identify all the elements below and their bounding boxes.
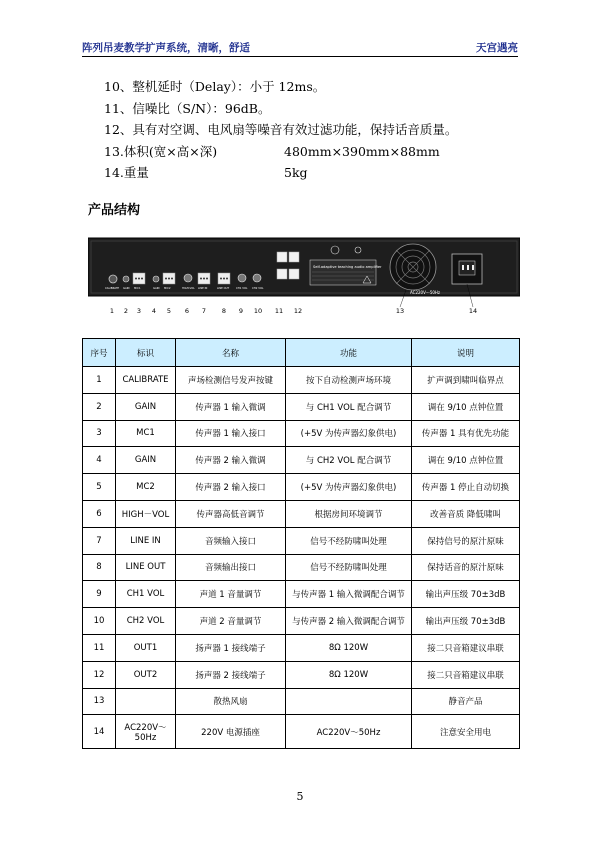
jack-label: MIC2 [164,287,171,290]
jack-label: CALIBRATE [105,287,120,290]
ch2-vol-knob [253,274,261,282]
table-row [83,527,520,554]
out1-terminal-b [289,252,299,262]
spec-list [104,76,457,184]
jack-label: HIGH-VOL [182,287,195,290]
spec-value: 480mm×390mm×88mm [284,143,440,159]
out2-terminal-a [277,269,287,279]
table-cell: 声道 1 音量调节 [176,581,286,608]
table-cell: 保持话音的原汁原味 [412,554,520,581]
table-cell [286,688,412,715]
table-cell: 声场检测信号发声按键 [176,367,286,394]
out2-terminal-b [289,269,299,279]
spec-item [104,162,457,184]
rear-panel-diagram [88,236,520,316]
table-cell: (+5V 为传声器幻象供电) [286,420,412,447]
table-cell: 传声器 1 停止自动切换 [412,474,520,501]
table-cell: LINE OUT [116,554,176,581]
spec-label: 14.重量 [104,165,149,180]
spec-item [104,141,457,163]
table-cell: 8Ω 120W [286,661,412,688]
table-cell: 声道 2 音量调节 [176,608,286,635]
table-cell: 传声器 1 具有优先功能 [412,420,520,447]
jack-label: MIC1 [134,287,141,290]
table-cell: 11 [83,634,116,661]
table-cell: 7 [83,527,116,554]
table-cell: 接二只音箱建议串联 [412,634,520,661]
callout-number: 8 [221,307,227,315]
table-cell: 8Ω 120W [286,634,412,661]
table-cell: 13 [83,688,116,715]
table-row [83,688,520,715]
table-cell: 传声器 1 输入微调 [176,393,286,420]
calibrate-button [109,275,117,283]
gain1-knob [123,276,129,282]
table-cell: 传声器 2 输入接口 [176,474,286,501]
table-cell: 与 CH2 VOL 配合调节 [286,447,412,474]
header-cell: 功能 [286,339,412,367]
table-cell: HIGH－VOL [116,500,176,527]
table-cell: 根据房间环境调节 [286,500,412,527]
table-cell: 传声器高低音调节 [176,500,286,527]
table-cell: MC2 [116,474,176,501]
table-cell: (+5V 为传声器幻象供电) [286,474,412,501]
callout-number: 13 [395,307,405,315]
callout-number: 11 [274,307,284,315]
page-number: 5 [296,790,304,803]
table-cell: 1 [83,367,116,394]
callout-number: 4 [151,307,157,315]
table-cell: AC220V～50Hz [116,715,176,749]
table-row [83,581,520,608]
table-cell: 2 [83,393,116,420]
header-cell: 说明 [412,339,520,367]
callout-number: 6 [184,307,190,315]
table-cell: CH1 VOL [116,581,176,608]
spec-value: 5kg [284,165,308,180]
table-cell: 与传声器 2 输入微调配合调节 [286,608,412,635]
parameter-table [82,338,520,749]
spec-label: 11、信噪比（S/N）：96dB。 [104,100,271,116]
table-cell: 10 [83,608,116,635]
table-cell: 调在 9/10 点钟位置 [412,393,520,420]
table-cell: 散热风扇 [176,688,286,715]
header-cell: 序号 [83,339,116,367]
table-cell: 传声器 2 输入微调 [176,447,286,474]
table-cell: OUT2 [116,661,176,688]
table-cell: 5 [83,474,116,501]
table-cell: 14 [83,715,116,749]
table-cell: 接二只音箱建议串联 [412,661,520,688]
gain2-knob [153,276,159,282]
spec-item [104,98,457,120]
table-cell: 12 [83,661,116,688]
table-cell: GAIN [116,393,176,420]
table-row [83,715,520,749]
jack-label: LINE IN [198,287,208,290]
high-vol-knob [184,274,192,282]
callout-number: 10 [253,307,263,315]
table-cell: 按下自动检测声场环境 [286,367,412,394]
table-cell: CH2 VOL [116,608,176,635]
table-cell: 8 [83,554,116,581]
table-cell: 3 [83,420,116,447]
table-row [83,447,520,474]
table-cell: 音频输入接口 [176,527,286,554]
jack-label: CH2 VOL [252,287,264,290]
table-cell [116,688,176,715]
ch1-vol-knob [238,274,246,282]
jack-label: CH1 VOL [236,287,248,290]
table-cell: 6 [83,500,116,527]
callout-number: 9 [238,307,244,315]
table-cell: LINE IN [116,527,176,554]
table-cell: 保持信号的原汁原味 [412,527,520,554]
table-cell: 4 [83,447,116,474]
header-brand: 天宫遇亮 [476,42,518,54]
label-plate [310,260,376,285]
power-label: AC220V～50Hz [410,290,441,295]
table-row [83,474,520,501]
table-cell: 改善音质 降低啸叫 [412,500,520,527]
table-cell: 220V 电源插座 [176,715,286,749]
callout-number: 2 [123,307,129,315]
table-row [83,608,520,635]
callout-number: 5 [166,307,172,315]
table-cell: 音频输出接口 [176,554,286,581]
table-cell: 静音产品 [412,688,520,715]
table-row [83,500,520,527]
table-header-row [83,339,520,367]
table-cell: 传声器 1 输入接口 [176,420,286,447]
table-row [83,554,520,581]
table-row [83,393,520,420]
table-row [83,634,520,661]
page-header [82,38,518,57]
table-cell: MC1 [116,420,176,447]
callout-number: 7 [201,307,207,315]
spec-label: 13.体积(宽×高×深) [104,143,218,159]
table-cell: GAIN [116,447,176,474]
spec-label: 12、具有对空调、电风扇等噪音有效过滤功能，保持话音质量。 [104,122,458,137]
table-cell: 与 CH1 VOL 配合调节 [286,393,412,420]
table-cell: 输出声压级 70±3dB [412,608,520,635]
table-row [83,420,520,447]
table-cell: 与传声器 1 输入微调配合调节 [286,581,412,608]
table-cell: 扬声器 1 接线端子 [176,634,286,661]
table-cell: AC220V～50Hz [286,715,412,749]
header-cell: 名称 [176,339,286,367]
header-cell: 标识 [116,339,176,367]
table-cell: CALIBRATE [116,367,176,394]
table-row [83,367,520,394]
jack-label: GAIN [123,287,130,290]
table-row [83,661,520,688]
table-cell: 注意安全用电 [412,715,520,749]
table-cell: 信号不经防啸叫处理 [286,554,412,581]
callout-number: 14 [468,307,478,315]
jack-label: GAIN [153,287,160,290]
out1-terminal-a [277,252,287,262]
table-cell: 调在 9/10 点钟位置 [412,447,520,474]
jack-label: LINE OUT [217,287,230,290]
table-cell: 输出声压级 70±3dB [412,581,520,608]
table-cell: OUT1 [116,634,176,661]
spec-label: 10、整机延时（Delay）：小于 12ms。 [104,79,326,94]
table-cell: 9 [83,581,116,608]
callout-number: 3 [136,307,142,315]
table-cell: 信号不经防啸叫处理 [286,527,412,554]
table-cell: 扩声调到啸叫临界点 [412,367,520,394]
panel-text: Self-adaptive teaching audio amplifier [313,265,382,269]
callout-number: 1 [109,307,115,315]
section-title: 产品结构 [88,203,141,218]
callout-number: 12 [293,307,303,315]
header-title: 阵列吊麦教学扩声系统，清晰，舒适 [82,42,250,54]
table-cell: 扬声器 2 接线端子 [176,661,286,688]
spec-item [104,76,457,98]
spec-item [104,119,457,141]
